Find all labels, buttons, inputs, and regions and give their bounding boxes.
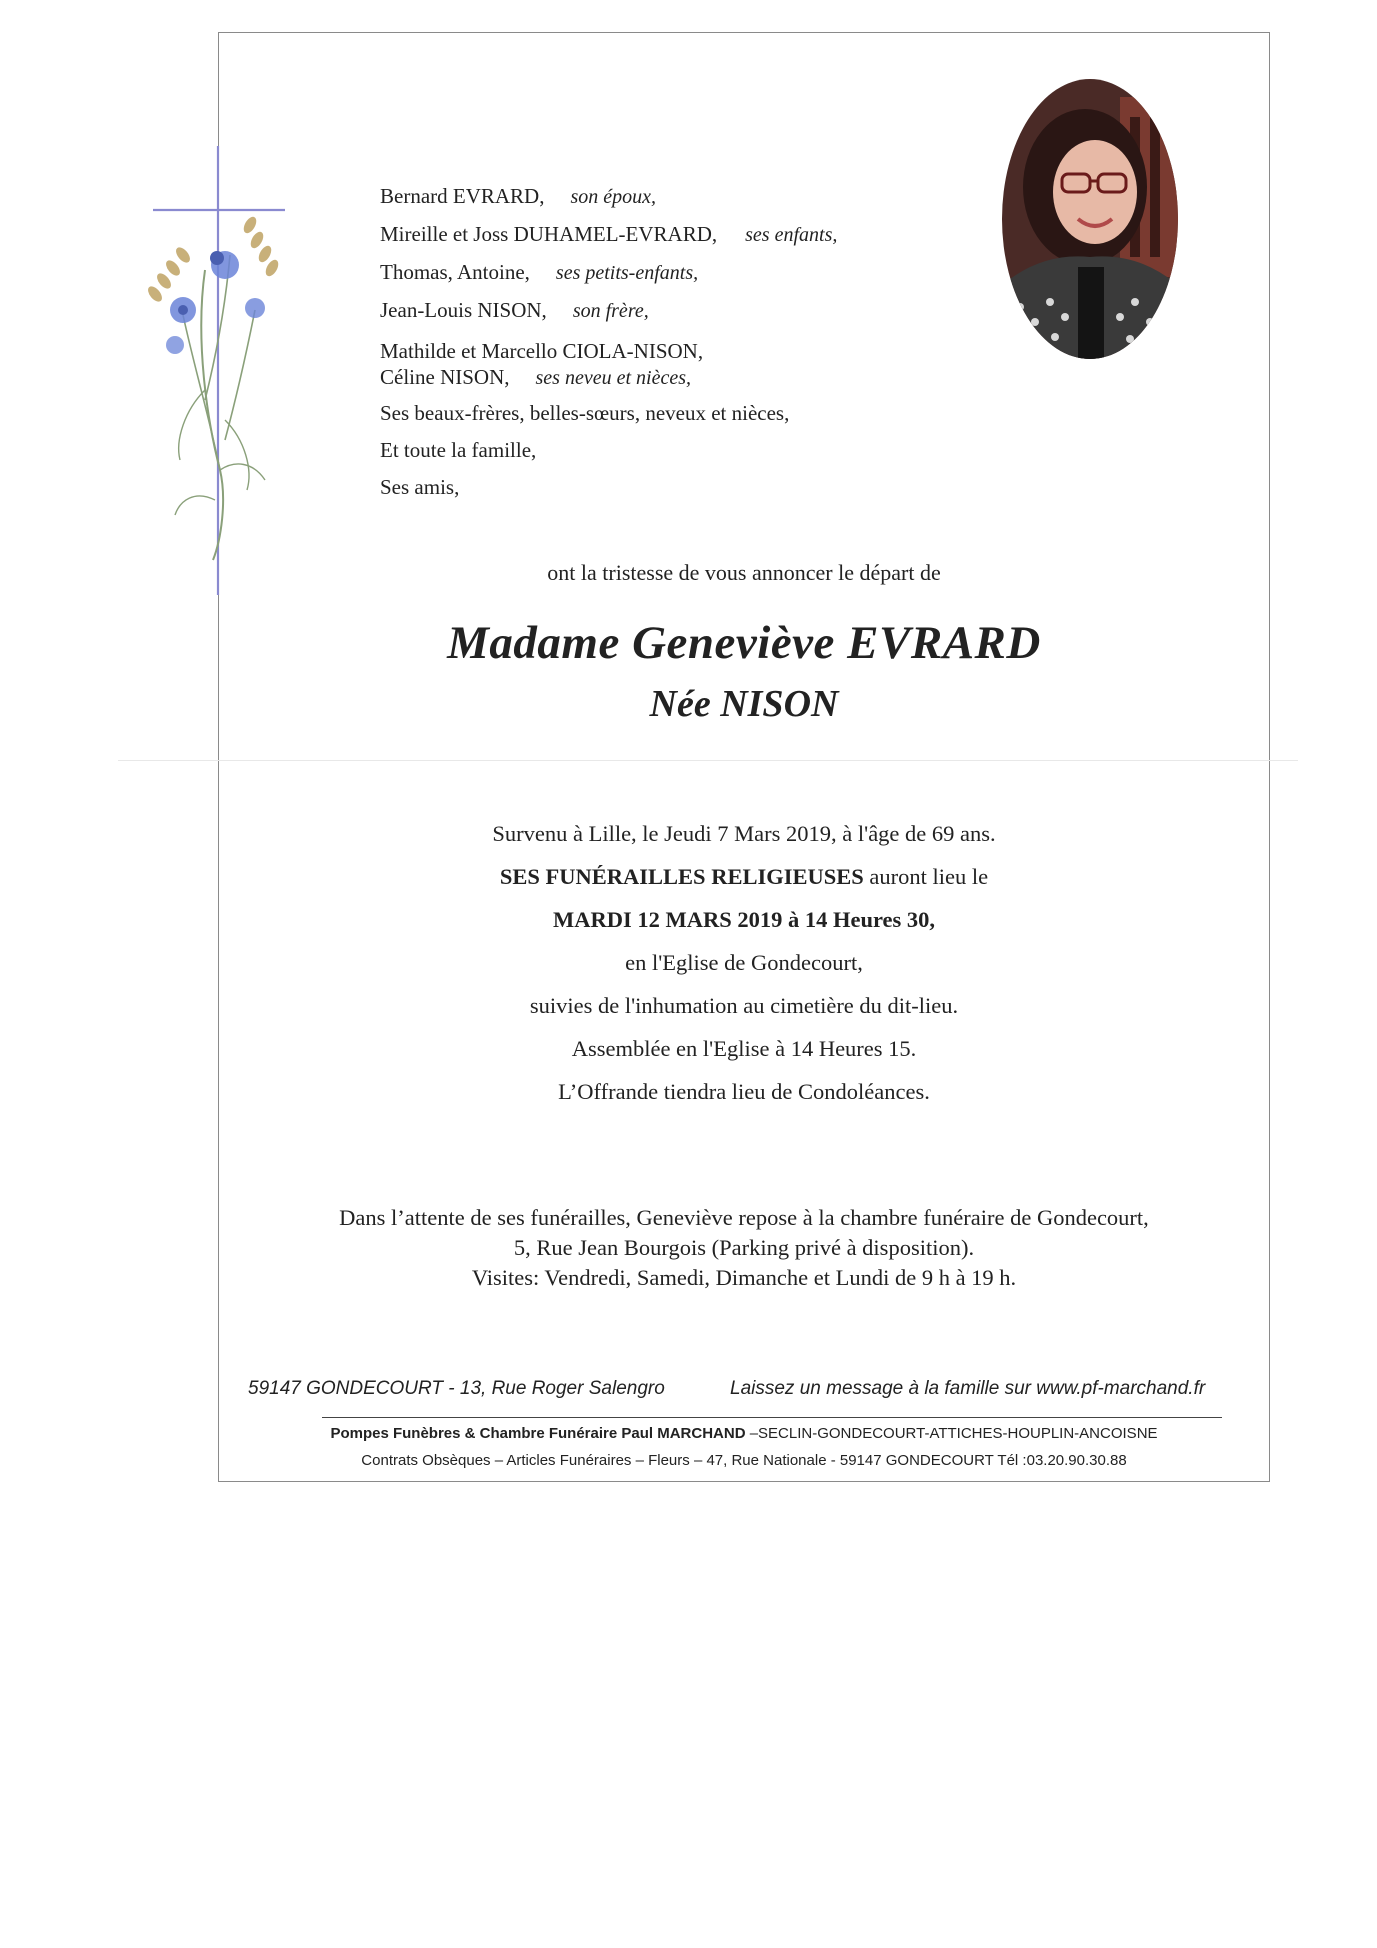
family-line-grandchildren bbox=[380, 254, 837, 292]
footer-message: Laissez un message à la famille sur www.pf-marchand.fr bbox=[730, 1378, 1206, 1399]
funeral-date bbox=[218, 898, 1270, 941]
announcement-text: ont la tristesse de vous annoncer le départ de bbox=[547, 560, 941, 585]
fold-line bbox=[118, 760, 1298, 761]
deceased-name: Madame Geneviève EVRARD bbox=[447, 617, 1041, 669]
family-line-friends bbox=[380, 469, 837, 506]
family-names: Ses beaux-frères, belles-sœurs, neveux et nièces, bbox=[380, 401, 790, 425]
family-names: Bernard EVRARD, bbox=[380, 184, 545, 208]
burial-info: suivies de l'inhumation au cimetière du dit-lieu. bbox=[529, 993, 959, 1018]
footer-contracts: Contrats Obsèques – Articles Funéraires – Fleurs – 47, Rue Nationale - 59147 GONDECOURT Tél :03.20.90.30.88 bbox=[361, 1452, 1127, 1469]
family-names: Céline NISON, bbox=[380, 365, 510, 389]
family-relation: ses neveu et nièces, bbox=[535, 367, 691, 389]
family-line-in-laws bbox=[380, 395, 837, 432]
firm-locations: –SECLIN-GONDECOURT-ATTICHES-HOUPLIN-ANCOISNE bbox=[745, 1425, 1158, 1442]
family-relation: son époux, bbox=[570, 186, 657, 208]
funeral-title-rest: auront lieu le bbox=[863, 864, 989, 889]
wake-line-3: Visites: Vendredi, Samedi, Dimanche et Lundi de 9 h à 19 h. bbox=[471, 1265, 1017, 1290]
family-line-children bbox=[380, 216, 837, 254]
family-names: Jean-Louis NISON, bbox=[380, 298, 547, 322]
maiden-name: Née NISON bbox=[649, 683, 839, 725]
funeral-title-line bbox=[218, 855, 1270, 898]
funeral-details bbox=[218, 812, 1270, 1113]
footer-address: 59147 GONDECOURT - 13, Rue Roger Salengro bbox=[248, 1378, 665, 1399]
death-info: Survenu à Lille, le Jeudi 7 Mars 2019, à l'âge de 69 ans. bbox=[492, 821, 996, 846]
family-line-brother bbox=[380, 292, 837, 330]
family-list bbox=[380, 178, 837, 506]
family-relation: son frère, bbox=[572, 300, 649, 322]
wake-line-2: 5, Rue Jean Bourgois (Parking privé à disposition). bbox=[513, 1235, 975, 1260]
assembly-time: Assemblée en l'Eglise à 14 Heures 15. bbox=[571, 1036, 917, 1061]
footer-firm-line bbox=[218, 1425, 1270, 1442]
portrait-photo bbox=[1000, 77, 1180, 362]
offering-note: L’Offrande tiendra lieu de Condoléances. bbox=[558, 1079, 930, 1104]
family-names: Thomas, Antoine, bbox=[380, 260, 530, 284]
family-line-spouse bbox=[380, 178, 837, 216]
cross-flowers-icon bbox=[135, 140, 305, 600]
family-relation: ses petits-enfants, bbox=[555, 262, 699, 284]
funeral-church: en l'Eglise de Gondecourt, bbox=[625, 950, 863, 975]
funeral-title: SES FUNÉRAILLES RELIGIEUSES bbox=[499, 864, 864, 889]
firm-name: Pompes Funèbres & Chambre Funéraire Paul MARCHAND bbox=[330, 1425, 746, 1442]
family-names: Ses amis, bbox=[380, 475, 460, 499]
wake-line-1: Dans l’attente de ses funérailles, Geneviève repose à la chambre funéraire de Gondecourt, bbox=[339, 1205, 1149, 1230]
family-line-whole-family bbox=[380, 432, 837, 469]
wake-info bbox=[218, 1203, 1270, 1293]
family-names: Mathilde et Marcello CIOLA-NISON, bbox=[380, 339, 704, 363]
family-relation: ses enfants, bbox=[745, 224, 838, 246]
family-names: Mireille et Joss DUHAMEL-EVRARD, bbox=[380, 222, 718, 246]
family-line-nephew-nieces bbox=[380, 364, 837, 391]
family-names: Et toute la famille, bbox=[380, 438, 537, 462]
funeral-date-text: MARDI 12 MARS 2019 à 14 Heures 30, bbox=[552, 907, 936, 932]
family-line-niece bbox=[380, 338, 837, 364]
footer-divider bbox=[322, 1417, 1222, 1418]
